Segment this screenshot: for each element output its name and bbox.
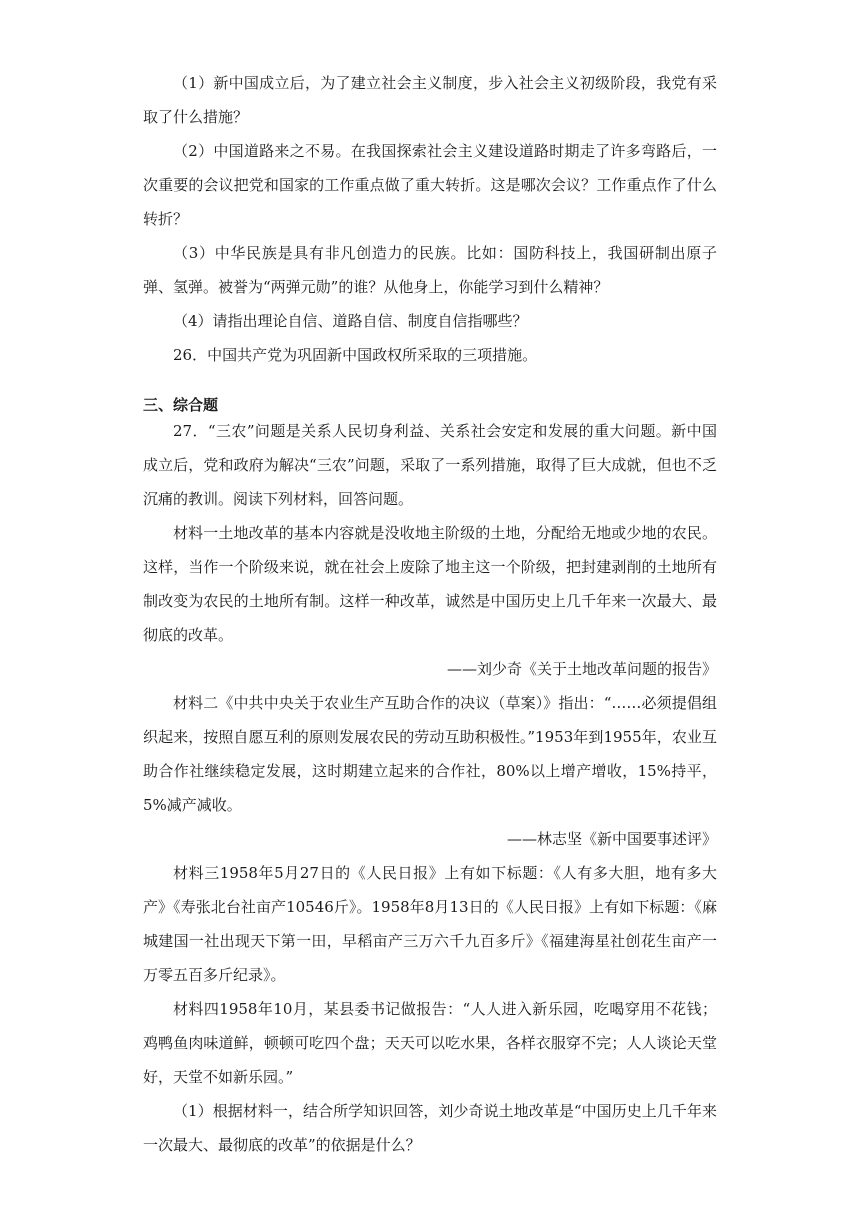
- q25-subquestion-1: （1）新中国成立后，为了建立社会主义制度，步入社会主义初级阶段，我党有采取了什么措施？: [143, 74, 717, 126]
- material-1-source: ——刘少奇《关于土地改革问题的报告》: [446, 660, 717, 678]
- material-4: 材料四1958年10月，某县委书记做报告：“人人进入新乐园，吃喝穿用不花钱；鸡鸭鱼肉味道鲜，顿顿可吃四个盘；天天可以吃水果，各样衣服穿不完；人人谈论天堂好，天堂不如新乐园。”: [143, 1000, 717, 1086]
- q25-subquestion-4: （4）请指出理论自信、道路自信、制度自信指哪些？: [173, 312, 528, 330]
- q25-subquestion-3: （3）中华民族是具有非凡创造力的民族。比如：国防科技上，我国研制出原子弹、氢弹。被誉为“两弹元勋”的谁？从他身上，你能学习到什么精神？: [143, 244, 717, 296]
- material-3: 材料三1958年5月27日的《人民日报》上有如下标题：《人有多大胆，地有多大产》《寿张北台社亩产10546斤》。1958年8月13日的《人民日报》上有如下标题：《麻城建国一社出现天下第一田，早稻亩产三万六千九百多斤》《福建海星社创花生亩产一万零五百多斤纪录》。: [143, 864, 717, 984]
- material-2: 材料二《中共中央关于农业生产互助合作的决议（草案）》指出：“……必须提倡组织起来，按照自愿互利的原则发展农民的劳动互助积极性。”1953年到1955年，农业互助合作社继续稳定发展，这时期建立起来的合作社，80%以上增产增收，15%持平，5%减产减收。: [143, 694, 717, 814]
- material-2-source: ——林志坚《新中国要事述评》: [506, 830, 717, 848]
- q27-subquestion-1: （1）根据材料一，结合所学知识回答，刘少奇说土地改革是“中国历史上几千年来一次最大、最彻底的改革”的依据是什么？: [143, 1102, 717, 1154]
- question-26: 26．中国共产党为巩固新中国政权所采取的三项措施。: [173, 346, 538, 364]
- question-27-intro: 27．“三农”问题是关系人民切身利益、关系社会安定和发展的重大问题。新中国成立后，党和政府为解决“三农”问题，采取了一系列措施，取得了巨大成就，但也不乏沉痛的教训。阅读下列材料，回答问题。: [143, 422, 717, 508]
- q25-subquestion-2: （2）中国道路来之不易。在我国探索社会主义建设道路时期走了许多弯路后，一次重要的会议把党和国家的工作重点做了重大转折。这是哪次会议？工作重点作了什么转折？: [143, 142, 717, 228]
- material-1: 材料一土地改革的基本内容就是没收地主阶级的土地，分配给无地或少地的农民。这样，当作一个阶级来说，就在社会上废除了地主这一个阶级，把封建剥削的土地所有制改变为农民的土地所有制。这样一种改革，诚然是中国历史上几千年来一次最大、最彻底的改革。: [143, 524, 717, 644]
- section-heading: 三、综合题: [143, 396, 219, 414]
